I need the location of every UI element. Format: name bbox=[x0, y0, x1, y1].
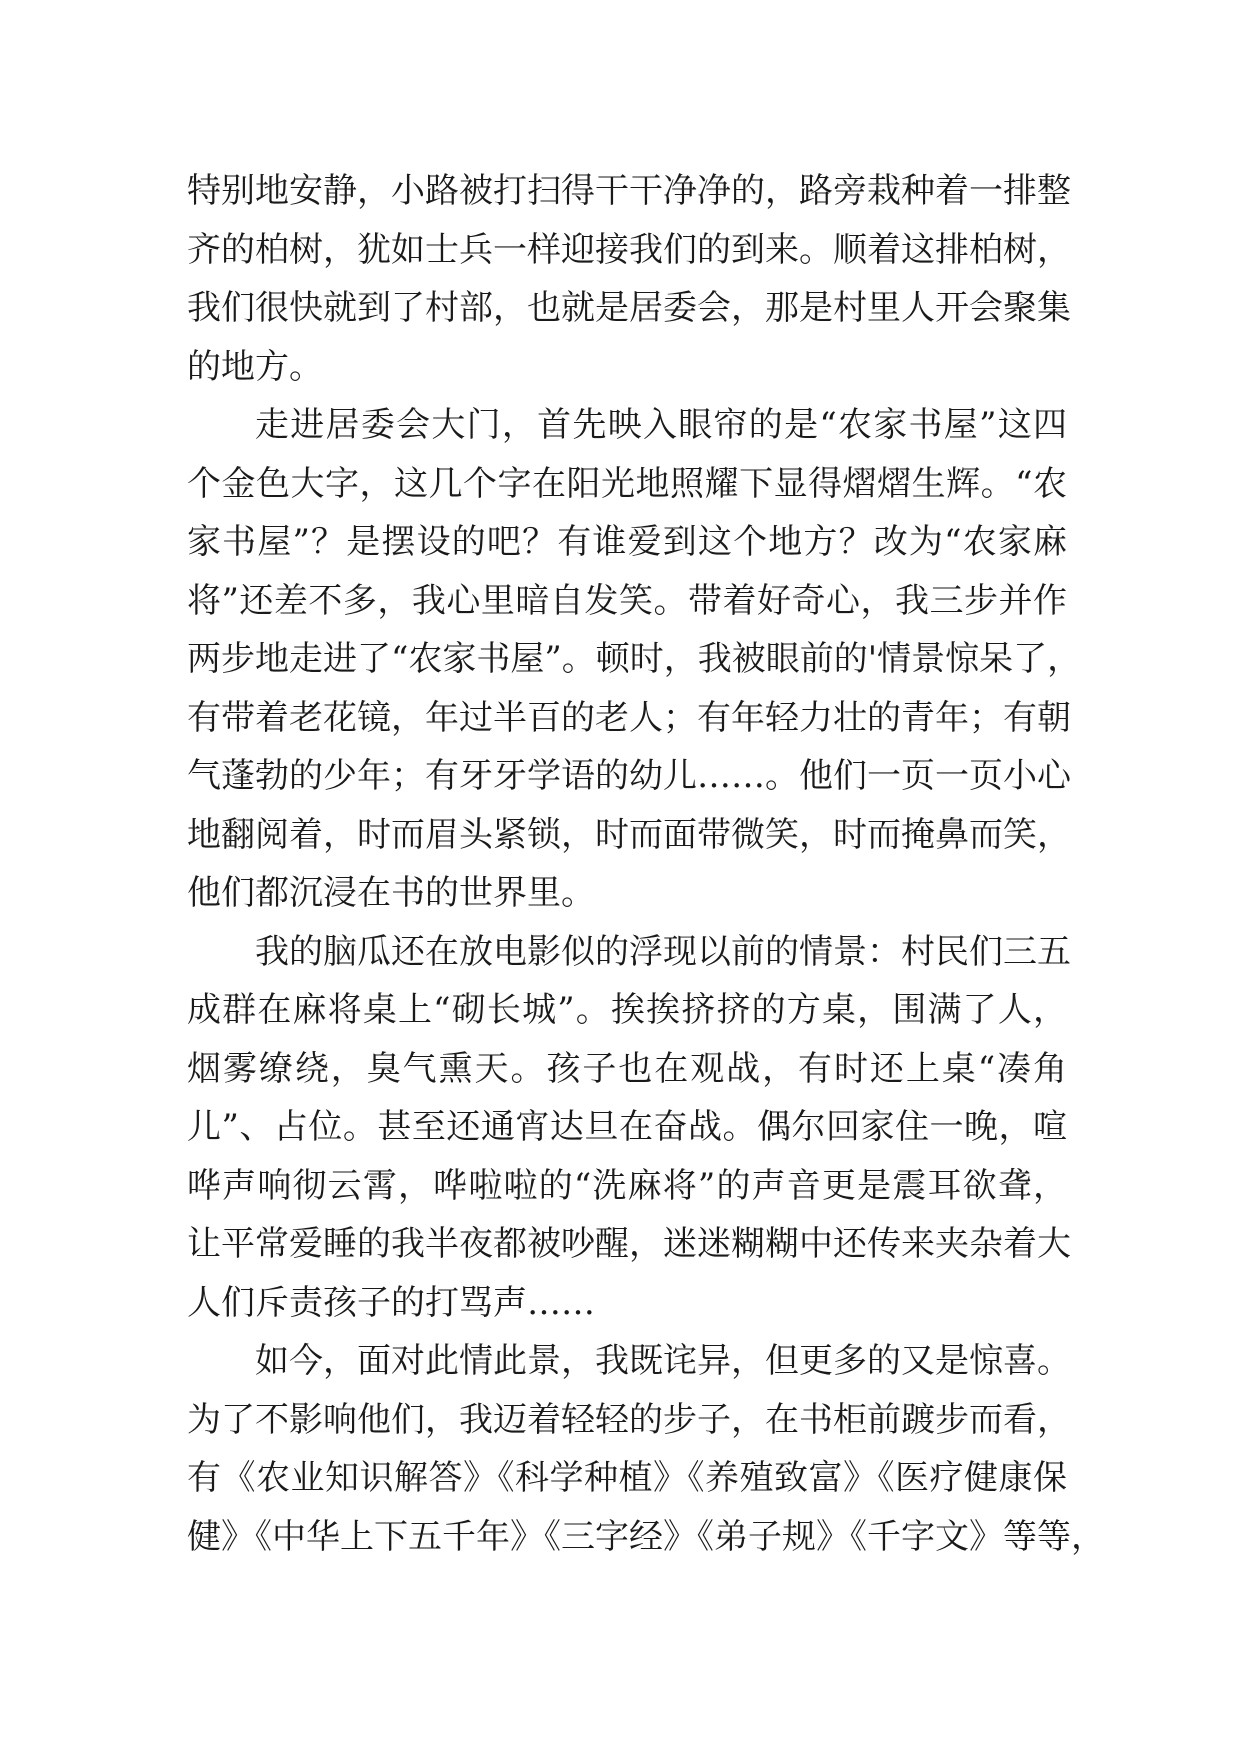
text-line: 有《农业知识解答》《科学种植》《养殖致富》《医疗健康保 bbox=[187, 1458, 1067, 1498]
text-line: 齐的柏树，犹如士兵一样迎接我们的到来。顺着这排柏树， bbox=[187, 229, 1071, 270]
text-line: 健》《中华上下五千年》《三字经》《弟子规》《千字文》等等， bbox=[187, 1516, 1105, 1557]
text-line: 特别地安静，小路被打扫得干干净净的，路旁栽种着一排整 bbox=[187, 171, 1071, 211]
text-line: 个金色大字，这几个字在阳光地照耀下显得熠熠生辉。“农 bbox=[187, 463, 1067, 504]
text-line: 有带着老花镜，年过半百的老人；有年轻力壮的青年；有朝 bbox=[187, 697, 1071, 738]
text-line: 将”还差不多，我心里暗自发笑。带着好奇心，我三步并作 bbox=[187, 580, 1067, 621]
text-line: 如今，面对此情此景，我既诧异，但更多的又是惊喜。 bbox=[255, 1341, 1071, 1381]
text-line: 人们斥责孩子的打骂声…… bbox=[187, 1282, 595, 1323]
text-line: 我的脑瓜还在放电影似的浮现以前的情景：村民们三五 bbox=[255, 931, 1071, 972]
document-body bbox=[187, 162, 1105, 1566]
text-line: 地翻阅着，时而眉头紧锁，时而面带微笑，时而掩鼻而笑， bbox=[187, 814, 1071, 855]
text-line: 为了不影响他们，我迈着轻轻的步子，在书柜前踱步而看， bbox=[187, 1399, 1071, 1440]
text-line: 让平常爱睡的我半夜都被吵醒，迷迷糊糊中还传来夹杂着大 bbox=[187, 1224, 1071, 1264]
text-line: 烟雾缭绕，臭气熏天。孩子也在观战，有时还上桌“凑角 bbox=[187, 1048, 1067, 1089]
text-line: 儿”、占位。甚至还通宵达旦在奋战。偶尔回家住一晚，喧 bbox=[187, 1107, 1067, 1147]
text-line: 家书屋”？是摆设的吧？有谁爱到这个地方？改为“农家麻 bbox=[187, 522, 1067, 562]
text-line: 走进居委会大门，首先映入眼帘的是“农家书屋”这四 bbox=[255, 405, 1067, 445]
paragraph bbox=[187, 923, 1071, 1333]
text-line: 哗声响彻云霄，哗啦啦的“洗麻将”的声音更是震耳欲聋， bbox=[187, 1165, 1067, 1206]
paragraph bbox=[187, 396, 1082, 923]
text-line: 的地方。 bbox=[187, 346, 323, 387]
paragraph bbox=[187, 162, 1071, 396]
text-line: 我们很快就到了村部，也就是居委会，那是村里人开会聚集 bbox=[187, 288, 1071, 328]
text-line: 两步地走进了“农家书屋”。顿时，我被眼前的'情景惊呆了， bbox=[187, 639, 1082, 679]
paragraph bbox=[187, 1332, 1105, 1566]
text-line: 他们都沉浸在书的世界里。 bbox=[187, 873, 595, 913]
text-line: 气蓬勃的少年；有牙牙学语的幼儿……。他们一页一页小心 bbox=[187, 756, 1071, 796]
text-line: 成群在麻将桌上“砌长城”。挨挨挤挤的方桌，围满了人， bbox=[187, 990, 1067, 1030]
